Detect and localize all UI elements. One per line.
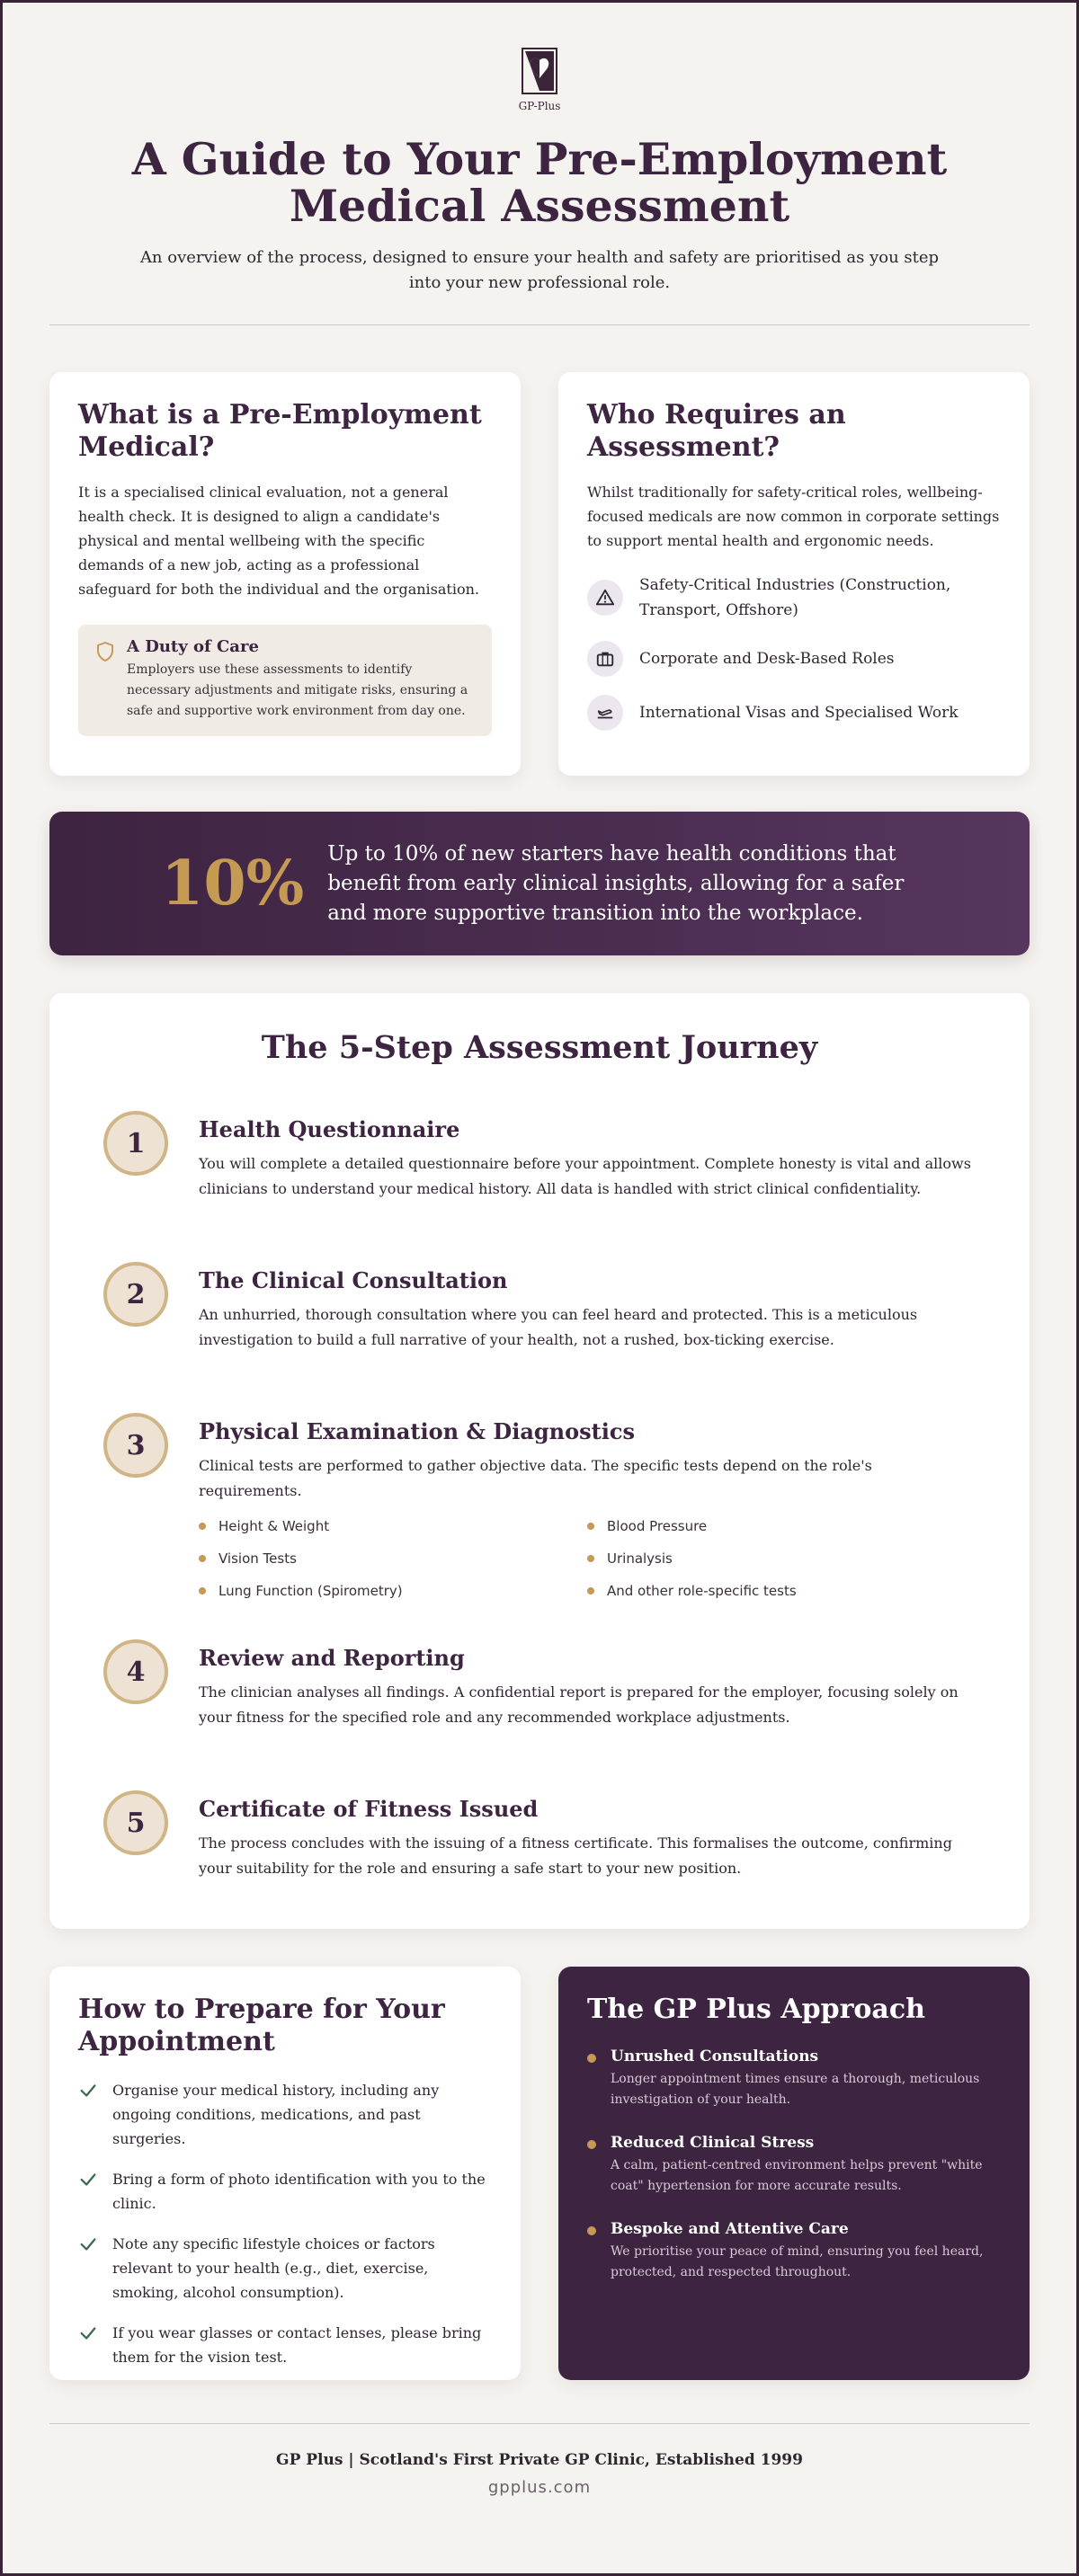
bullet-dot <box>587 2226 596 2235</box>
prepare-item: Bring a form of photo identification with you to the clinic. <box>78 2167 492 2216</box>
logo <box>49 3 1030 112</box>
test-item: Lung Function (Spirometry) <box>199 1579 587 1603</box>
bullet-dot <box>587 2054 596 2063</box>
prepare-item: Organise your medical history, including any ongoing conditions, medications, and past surgeries. <box>78 2078 492 2151</box>
journey-card <box>49 993 1030 1929</box>
test-item: Vision Tests <box>199 1547 587 1570</box>
duty-of-care-box <box>78 625 492 736</box>
check-icon <box>78 2081 98 2101</box>
divider <box>49 324 1030 325</box>
approach-item: Reduced Clinical Stress A calm, patient-centred environment helps prevent "white coat" hypertension for more accurate results. <box>587 2134 1001 2197</box>
journey-step <box>103 1634 976 1785</box>
check-icon <box>78 2234 98 2254</box>
tests-list <box>199 1515 976 1603</box>
step-title: The Clinical Consultation <box>199 1267 508 1293</box>
what-is-card <box>49 372 521 776</box>
test-item: Urinalysis <box>587 1547 976 1570</box>
requirement-item <box>587 573 1001 623</box>
page-subtitle: An overview of the process, designed to ensure your health and safety are prioritised as you step into your new professional role. <box>139 248 940 292</box>
footer-divider <box>49 2423 1030 2424</box>
journey-step <box>103 1785 976 1920</box>
test-item: Height & Weight <box>199 1515 587 1538</box>
step-text: Clinical tests are performed to gather objective data. The specific tests depend on the role's requirements. <box>199 1457 872 1499</box>
step-number: 1 <box>103 1111 168 1176</box>
requirement-item <box>587 641 1001 677</box>
approach-item: Unrushed Consultations Longer appointment times ensure a thorough, meticulous investigation of your health. <box>587 2047 1001 2110</box>
briefcase-icon <box>595 649 615 669</box>
approach-card <box>558 1967 1030 2380</box>
statistic-banner <box>49 812 1030 955</box>
what-is-body: It is a specialised clinical evaluation, not a general health check. It is designed to align a candidate's physical and mental wellbeing with the specific demands of a new job, acting as a professional safeguard for both the individual and the organisation. <box>78 484 479 598</box>
requirement-label: Safety-Critical Industries (Construction, Transport, Offshore) <box>639 576 951 619</box>
step-number: 4 <box>103 1639 168 1704</box>
step-title: Review and Reporting <box>199 1645 465 1671</box>
prepare-item: Note any specific lifestyle choices or factors relevant to your health (e.g., diet, exercise, smoking, alcohol consumption). <box>78 2232 492 2305</box>
prepare-item: If you wear glasses or contact lenses, please bring them for the vision test. <box>78 2321 492 2369</box>
journey-step <box>103 1408 976 1634</box>
who-requires-card <box>558 372 1030 776</box>
requirement-item <box>587 695 1001 731</box>
check-icon <box>78 2170 98 2190</box>
who-requires-title: Who Requires an Assessment? <box>587 399 846 463</box>
check-icon <box>78 2323 98 2343</box>
test-item: Blood Pressure <box>587 1515 976 1538</box>
step-text: The process concludes with the issuing of a fitness certificate. This formalises the outcome, confirming your suitability for the role and ensuring a safe start to your new position. <box>199 1834 952 1877</box>
page-title: A Guide to Your Pre-Employment Medical Assessment <box>131 133 948 232</box>
step-number: 5 <box>103 1790 168 1855</box>
warning-icon <box>595 588 615 608</box>
journey-title: The 5-Step Assessment Journey <box>261 1029 818 1066</box>
step-text: The clinician analyses all findings. A confidential report is prepared for the employer, focusing solely on your fitness for the specified role and any recommended workplace adjustments. <box>199 1683 959 1726</box>
approach-title: The GP Plus Approach <box>587 1994 925 2025</box>
step-title: Physical Examination & Diagnostics <box>199 1418 635 1444</box>
prepare-card <box>49 1967 521 2380</box>
logo-text: GP-Plus <box>518 100 561 112</box>
statistic-value: 10% <box>161 848 305 919</box>
what-is-title: What is a Pre-Employment Medical? <box>78 399 482 463</box>
duty-title: A Duty of Care <box>127 637 259 656</box>
step-title: Health Questionnaire <box>199 1116 460 1142</box>
step-text: An unhurried, thorough consultation where you can feel heard and protected. This is a meticulous investigation to build a full narrative of your health, not a rushed, box-ticking exercise. <box>199 1306 918 1348</box>
bullet-dot <box>587 2140 596 2149</box>
step-title: Certificate of Fitness Issued <box>199 1796 539 1822</box>
who-requires-body: Whilst traditionally for safety-critical roles, wellbeing-focused medicals are now common in corporate settings to support mental health and ergonomic needs. <box>587 484 1000 549</box>
step-number: 3 <box>103 1413 168 1478</box>
footer-text: GP Plus | Scotland's First Private GP Clinic, Established 1999 <box>276 2451 803 2469</box>
step-number: 2 <box>103 1262 168 1327</box>
gp-plus-logo-icon <box>522 48 557 98</box>
approach-item: Bespoke and Attentive Care We prioritise your peace of mind, ensuring you feel heard, protected, and respected throughout. <box>587 2220 1001 2283</box>
step-text: You will complete a detailed questionnaire before your appointment. Complete honesty is vital and allows clinicians to understand your medical history. All data is handled with strict clinical confidentiality. <box>199 1155 971 1197</box>
journey-step <box>103 1106 976 1257</box>
footer-url-link[interactable]: gpplus.com <box>487 2478 592 2497</box>
plane-icon <box>595 703 615 723</box>
test-item: And other role-specific tests <box>587 1579 976 1603</box>
requirement-label: Corporate and Desk-Based Roles <box>639 650 895 668</box>
prepare-title: How to Prepare for Your Appointment <box>78 1994 445 2057</box>
shield-icon <box>94 641 116 662</box>
journey-step <box>103 1257 976 1408</box>
duty-text: Employers use these assessments to identify necessary adjustments and mitigate risks, ensuring a safe and supportive work environment from day one. <box>127 662 468 718</box>
statistic-text: Up to 10% of new starters have health conditions that benefit from early clinical insights, allowing for a safer and more supportive transition into the workplace. <box>327 841 905 925</box>
requirement-label: International Visas and Specialised Work <box>639 704 959 722</box>
